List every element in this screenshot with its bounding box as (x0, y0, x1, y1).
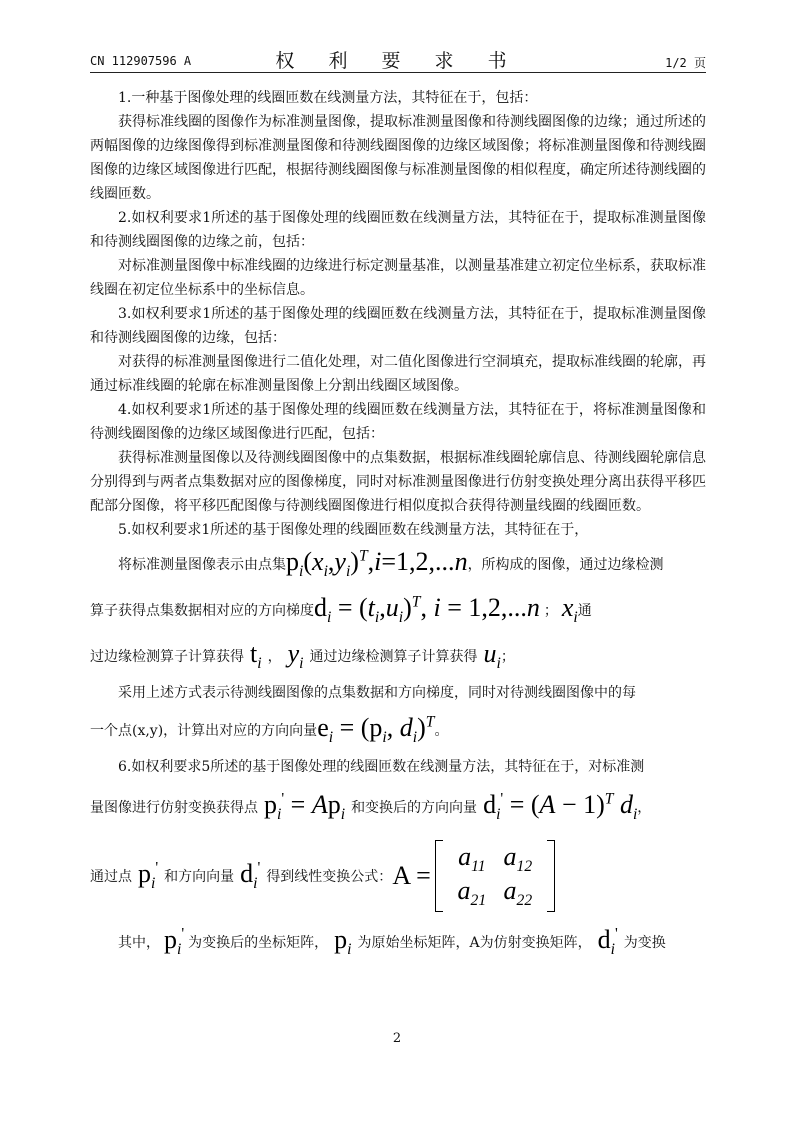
claim-4-text: 获得标准测量图像以及待测线圈图像中的点集数据，根据标准线圈轮廓信息、待测线圈轮廓信息分别得到与两者点集数据对应的图像梯度，同时对标准测量图像进行仿射变换处理分离出获得平移匹配部分图像，将平移匹配图像与待测线圈图像进行相似度拟合获得待测量线圈的线圈匝数。 (90, 450, 706, 514)
xi-symbol: $x_i$ (561, 592, 578, 627)
claim-6-line-4: 其中， $p_i'$ 为变换后的坐标矩阵， $p_i$ 为原始坐标矩阵，A为仿射变换矩阵， $d_i'$ 为变换 (118, 924, 666, 959)
di-prime-symbol-2: $d_i'$ (597, 924, 618, 959)
ti-symbol: $t_i$ (250, 638, 262, 673)
page-indicator: 1/2 页 (665, 56, 706, 70)
claim-6-line-2: 量图像进行仿射变换获得点 $p_i' = Ap_i$ 和变换后的方向向量 $d_i' = (A - 1)^T$ $d_i$ ， (90, 789, 652, 824)
page-number: 2 (392, 1031, 402, 1046)
document-number: CN 112907596 A (90, 54, 192, 68)
claim-5-line-3: 过边缘检测算子计算获得 $t_i$ ， $y_i$ 通过边缘检测算子计算获得 $u_i$ ； (90, 638, 515, 673)
claim-1-text: 获得标准线圈的图像作为标准测量图像，提取标准测量图像和待测线圈图像的边缘；通过所述的两幅图像的边缘图像得到标准测量图像和待测线圈图像的边缘区域图像；将标准测量图像和待测线圈图像的边缘区域图像进行匹配，根据待测线圈图像与标准测量图像的相似程度，确定所述待测线圈的线圈匝数。 (90, 114, 706, 202)
pi-prime-symbol: $p_i'$ (138, 858, 159, 893)
affine-point-formula: $p_i' = Ap_i$ (264, 789, 346, 824)
claim-3-text: 对获得的标准测量图像进行二值化处理，对二值化图像进行空洞填充，提取标准线圈的轮廓，再通过标准线圈的轮廓在标准测量图像上分割出线圈区域图像。 (90, 354, 706, 394)
page-header (90, 50, 706, 72)
claim-5-heading: 5.如权利要求1所述的基于图像处理的线圈匝数在线测量方法，其特征在于， (118, 522, 589, 538)
pi-symbol: $p_i$ (334, 924, 352, 959)
claim-4-heading: 4.如权利要求1所述的基于图像处理的线圈匝数在线测量方法，其特征在于，将标准测量图像和待测线圈图像的边缘区域图像进行匹配，包括： (90, 402, 706, 442)
claim-6-line-3: 通过点 $p_i'$ 和方向向量 $d_i'$ 得到线性变换公式： A = $a_{11}$ $a_{12}$ $a_{21}$ $a_{22}$ (90, 832, 706, 920)
header-rule (90, 72, 706, 73)
affine-matrix: $a_{11}$ $a_{12}$ $a_{21}$ $a_{22}$ (435, 840, 555, 912)
transformed-direction-formula: $d_i' = (A - 1)^T$ $d_i$ (483, 789, 638, 824)
claim-5-text-3: 采用上述方式表示待测线圈图像的点集数据和方向梯度，同时对待测线圈图像中的每 (118, 685, 636, 701)
claim-2-text: 对标准测量图像中标准线圈的边缘进行标定测量基准，以测量基准建立初定位坐标系，获取标准线圈在初定位坐标系中的坐标信息。 (90, 258, 706, 298)
direction-vector-formula: $e_i = (p_i$, $d_i)^T$ (317, 712, 435, 747)
claims-body (90, 86, 706, 964)
claim-5-line-1: 将标准测量图像表示由点集 $p_i(x_i,y_i)^T,i=1,2,...n$ ，所构成的图像，通过边缘检测 (118, 546, 664, 581)
claim-2-heading: 2.如权利要求1所述的基于图像处理的线圈匝数在线测量方法，其特征在于，提取标准测量图像和待测线圈图像的边缘之前，包括： (90, 210, 706, 250)
claim-3-heading: 3.如权利要求1所述的基于图像处理的线圈匝数在线测量方法，其特征在于，提取标准测量图像和待测线圈图像的边缘，包括： (90, 306, 706, 346)
claim-6-heading: 6.如权利要求5所述的基于图像处理的线圈匝数在线测量方法，其特征在于，对标准测 (118, 759, 645, 775)
gradient-formula: $d_i = (t_i,u_i)^T$, i = 1,2,...n (314, 592, 540, 627)
di-prime-symbol: $d_i'$ (240, 858, 261, 893)
affine-matrix-formula: A = $a_{11}$ $a_{12}$ $a_{21}$ $a_{22}$ (392, 840, 555, 912)
claim-5-line-2: 算子获得点集数据相对应的方向梯度 $d_i = (t_i,u_i)^T$, i = 1,2,...n ； $x_i$ 通 (90, 592, 592, 627)
claim-5-line-5: 一个点(x,y)，计算出对应的方向向量 $e_i = (p_i$, $d_i)^T$ 。 (90, 712, 449, 747)
pi-prime-symbol-2: $p_i'$ (164, 924, 185, 959)
ui-symbol: $u_i$ (483, 638, 501, 673)
yi-symbol: $y_i$ (287, 638, 304, 673)
point-set-formula: $p_i(x_i,y_i)^T,i=1,2,...n$ (286, 546, 468, 581)
claim-1-heading: 1.一种基于图像处理的线圈匝数在线测量方法，其特征在于，包括： (118, 90, 538, 106)
page-title: 权 利 要 求 书 (275, 50, 521, 72)
